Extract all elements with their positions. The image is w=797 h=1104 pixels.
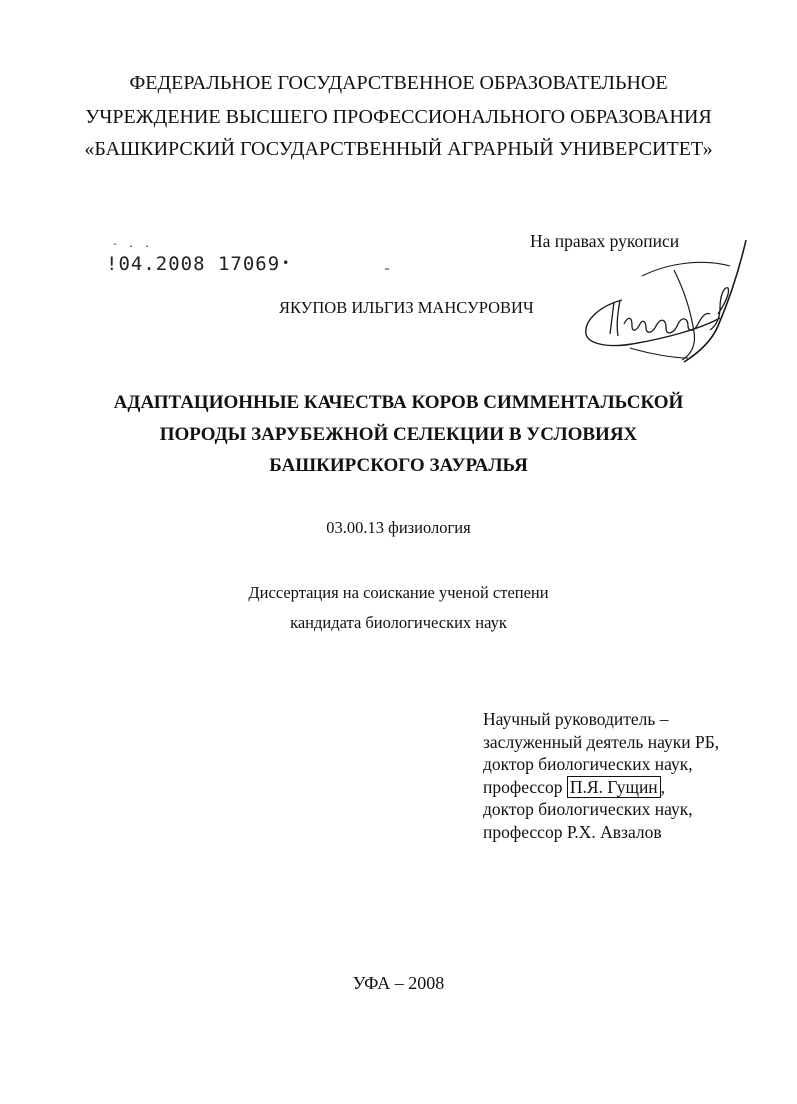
institution-line-1: ФЕДЕРАЛЬНОЕ ГОСУДАРСТВЕННОЕ ОБРАЗОВАТЕЛЬНОЕ (129, 72, 668, 94)
advisor-name-comma: , (660, 776, 666, 797)
dissertation-title-line-3: БАШКИРСКОГО ЗАУРАЛЬЯ (269, 455, 528, 476)
advisor-heading: Научный руководитель – (483, 709, 669, 729)
author-signature (570, 236, 760, 366)
specialty-code: 03.00.13 физиология (326, 518, 471, 537)
institution-line-3: «БАШКИРСКИЙ ГОСУДАРСТВЕННЫЙ АГРАРНЫЙ УНИВЕРСИТЕТ» (84, 138, 713, 160)
advisor-name-boxed: П.Я. Гущин (567, 776, 661, 798)
second-advisor-degree: доктор биологических наук, (483, 799, 693, 819)
city-year: УФА – 2008 (352, 973, 445, 993)
stamp-number: !04.2008 17069 (106, 253, 281, 275)
institution-line-2: УЧРЕЖДЕНИЕ ВЫСШЕГО ПРОФЕССИОНАЛЬНОГО ОБРАЗОВАНИЯ (85, 106, 712, 128)
stamp-dots: - . . (112, 239, 153, 250)
library-stamp-code (106, 239, 291, 275)
dissertation-title-line-2: ПОРОДЫ ЗАРУБЕЖНОЙ СЕЛЕКЦИИ В УСЛОВИЯХ (159, 424, 638, 445)
author-name: ЯКУПОВ ИЛЬГИЗ МАНСУРОВИЧ (279, 298, 534, 317)
scientific-advisors (483, 708, 719, 843)
advisor-title: заслуженный деятель науки РБ, (483, 731, 720, 752)
degree-line-1: Диссертация на соискание ученой степени (248, 583, 549, 602)
stamp-tail: • (282, 256, 291, 270)
second-advisor-name: профессор Р.Х. Авзалов (483, 821, 662, 842)
degree-line-2: кандидата биологических наук (290, 613, 507, 632)
advisor-degree: доктор биологических наук, (483, 754, 693, 774)
dissertation-title-line-1: АДАПТАЦИОННЫЕ КАЧЕСТВА КОРОВ СИММЕНТАЛЬСКОЙ (113, 392, 684, 413)
scan-speck (385, 268, 389, 270)
advisor-name-line (483, 776, 719, 799)
advisor-rank: профессор (483, 776, 567, 797)
manuscript-rights-note: На правах рукописи (530, 231, 680, 251)
